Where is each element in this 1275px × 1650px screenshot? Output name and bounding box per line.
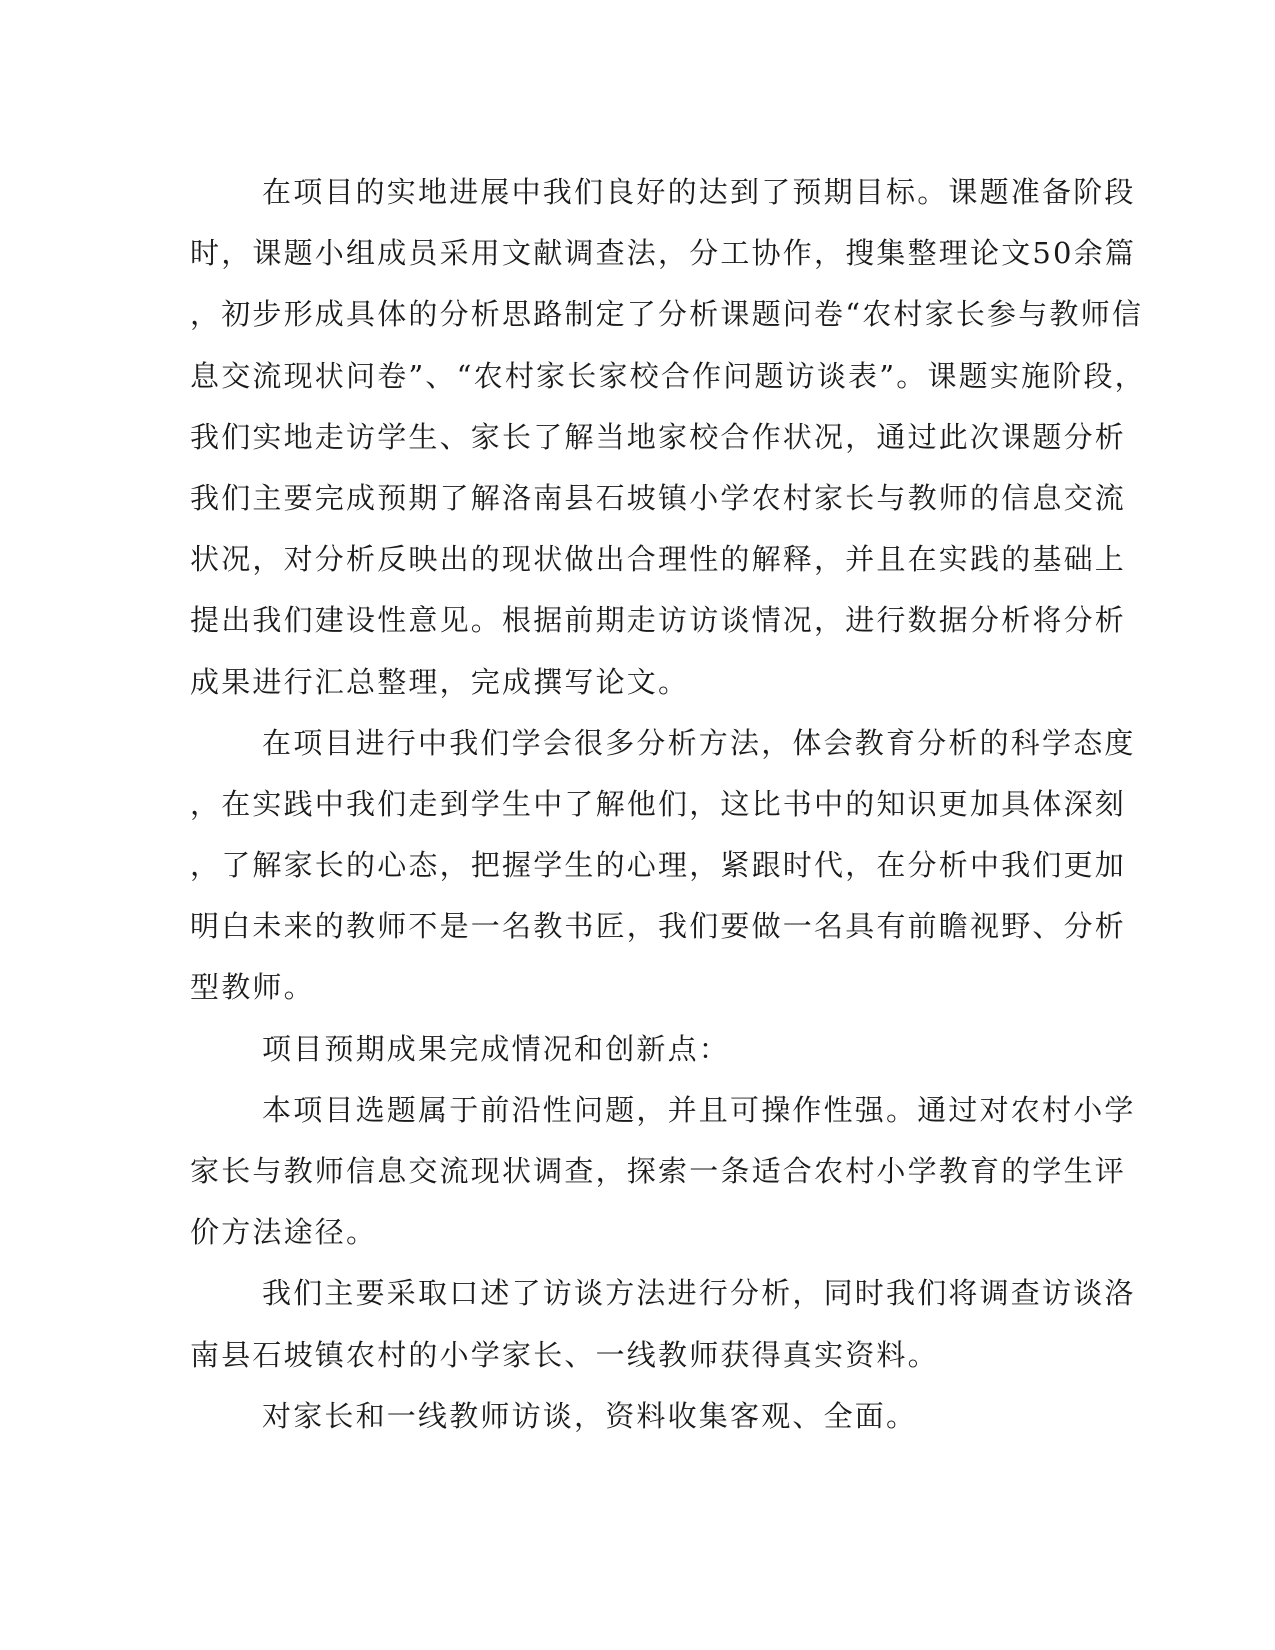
paragraph-2-line-5: 型教师。 [190, 970, 315, 1005]
paragraph-1-line-5: 我们实地走访学生、家长了解当地家校合作状况，通过此次课题分析 [190, 419, 1127, 454]
paragraph-1-line-3: ，初步形成具体的分析思路制定了分析课题问卷“农村家长参与教师信 [190, 297, 1144, 332]
paragraph-2-line-1: 在项目进行中我们学会很多分析方法，体会教育分析的科学态度 [262, 725, 1136, 760]
paragraph-1-line-8: 提出我们建设性意见。根据前期走访访谈情况，进行数据分析将分析 [190, 603, 1127, 638]
paragraph-1-line-6: 我们主要完成预期了解洛南县石坡镇小学农村家长与教师的信息交流 [190, 480, 1127, 515]
paragraph-3-line-1: 本项目选题属于前沿性问题，并且可操作性强。通过对农村小学 [262, 1092, 1136, 1127]
paragraph-1-line-4: 息交流现状问卷”、“农村家长家校合作问题访谈表”。课题实施阶段， [190, 358, 1146, 393]
paragraph-4-line-1: 我们主要采取口述了访谈方法进行分析，同时我们将调查访谈洛 [262, 1276, 1136, 1311]
paragraph-4-line-2: 南县石坡镇农村的小学家长、一线教师获得真实资料。 [190, 1337, 939, 1372]
paragraph-1-line-7: 状况，对分析反映出的现状做出合理性的解释，并且在实践的基础上 [190, 542, 1127, 577]
paragraph-2-line-3: ，了解家长的心态，把握学生的心理，紧跟时代，在分析中我们更加 [190, 848, 1127, 883]
paragraph-1-line-9: 成果进行汇总整理，完成撰写论文。 [190, 664, 690, 699]
paragraph-5-line-1: 对家长和一线教师访谈，资料收集客观、全面。 [262, 1398, 918, 1433]
paragraph-1-line-2: 时，课题小组成员采用文献调查法，分工协作，搜集整理论文50余篇 [190, 236, 1137, 271]
document-body [190, 162, 1146, 1447]
paragraph-1-line-1: 在项目的实地进展中我们良好的达到了预期目标。课题准备阶段 [262, 175, 1136, 209]
paragraph-3-line-3: 价方法途径。 [190, 1215, 378, 1250]
paragraph-2-line-4: 明白未来的教师不是一名教书匠，我们要做一名具有前瞻视野、分析 [190, 909, 1127, 944]
paragraph-3-line-2: 家长与教师信息交流现状调查，探索一条适合农村小学教育的学生评 [190, 1154, 1127, 1188]
paragraph-2-line-2: ，在实践中我们走到学生中了解他们，这比书中的知识更加具体深刻 [190, 786, 1127, 821]
section-heading: 项目预期成果完成情况和创新点： [262, 1031, 731, 1066]
